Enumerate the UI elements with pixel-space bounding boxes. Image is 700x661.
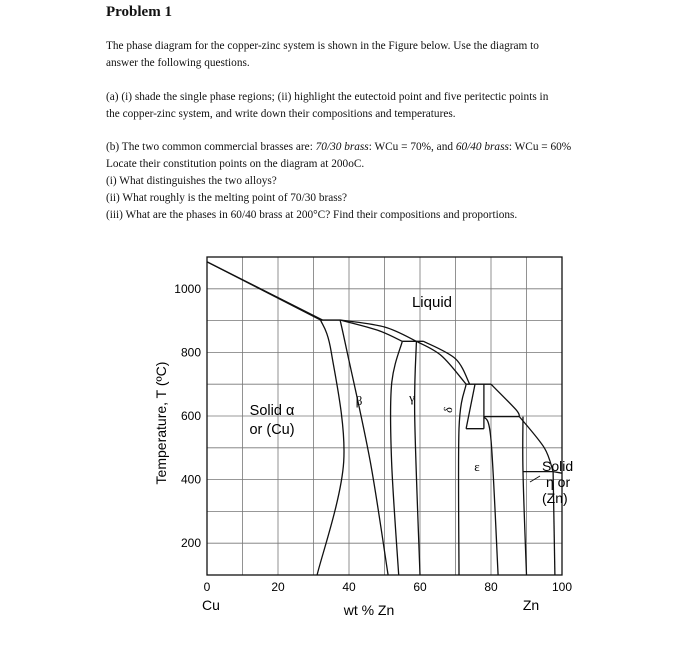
x-tick-label: 80 — [484, 580, 498, 594]
x-tick-labels — [204, 580, 573, 594]
part-b-question-1: (i) What distinguishes the two alloys? — [106, 175, 277, 187]
x-tick-label: 0 — [203, 580, 211, 594]
part-b-line-2: Locate their constitution points on the diagram at 200oC. — [106, 158, 365, 170]
intro-line-2: answer the following questions. — [106, 57, 250, 69]
intro-line-1: The phase diagram for the copper-zinc system is shown in the Figure below. Use the diagram to — [106, 40, 539, 52]
cu-label: Cu — [202, 597, 220, 613]
brass-60-40-label: 60/40 brass — [455, 141, 509, 153]
curve-solidus-alpha — [207, 262, 321, 320]
curve-epsilon-right — [523, 417, 527, 575]
y-axis-label: Temperature, T (ºC) — [153, 361, 169, 485]
y-tick-label: 400 — [180, 472, 201, 487]
y-tick-label: 1000 — [174, 281, 201, 296]
brass-70-30-value: : WCu = 70%, and — [368, 141, 456, 153]
eta-label-3: (Zn) — [542, 490, 568, 506]
alpha-label-1: Solid α — [249, 403, 295, 419]
brass-60-40-value: : WCu = 60% — [508, 141, 572, 153]
liquid-label: Liquid — [411, 294, 453, 311]
part-a-line-1: (a) (i) shade the single phase regions; (ii) highlight the eutectoid point and five peritectic points in — [106, 91, 549, 103]
part-a-line-2: the copper-zinc system, and write down their compositions and temperatures. — [106, 108, 456, 120]
x-tick-label: 100 — [551, 580, 573, 594]
part-b-prefix: (b) The two common commercial brasses are: — [106, 141, 316, 153]
y-tick-label: 200 — [180, 536, 201, 551]
curve-beta-right — [390, 341, 402, 575]
x-tick-label: 60 — [413, 580, 427, 594]
brass-70-30-label: 70/30 brass — [315, 141, 369, 153]
zn-label: Zn — [522, 597, 540, 613]
x-tick-label: 20 — [271, 580, 285, 594]
eta-leader-line — [530, 476, 540, 482]
curve-gamma-left — [415, 341, 420, 575]
beta-label: β — [355, 393, 363, 408]
epsilon-label: ε — [474, 459, 480, 474]
y-tick-label: 600 — [180, 409, 201, 423]
y-tick-labels — [174, 282, 201, 550]
y-tick-label: 800 — [180, 345, 201, 360]
delta-label: δ — [440, 405, 456, 414]
part-b-question-3: (iii) What are the phases in 60/40 brass at 200°C? Find their compositions and proportions. — [106, 209, 518, 221]
problem-title: Problem 1 — [106, 4, 172, 20]
part-b-question-2: (ii) What roughly is the melting point of 70/30 brass? — [106, 192, 348, 204]
x-axis-label: wt % Zn — [343, 602, 395, 618]
x-tick-label: 40 — [342, 580, 356, 594]
curve-delta-left — [466, 384, 475, 429]
eta-label-2: η or — [546, 474, 571, 490]
alpha-label-2: or (Cu) — [249, 422, 295, 438]
curve-liquidus-delta — [491, 384, 519, 416]
eta-label-1: Solid — [542, 458, 574, 474]
gamma-label: γ — [409, 390, 415, 405]
